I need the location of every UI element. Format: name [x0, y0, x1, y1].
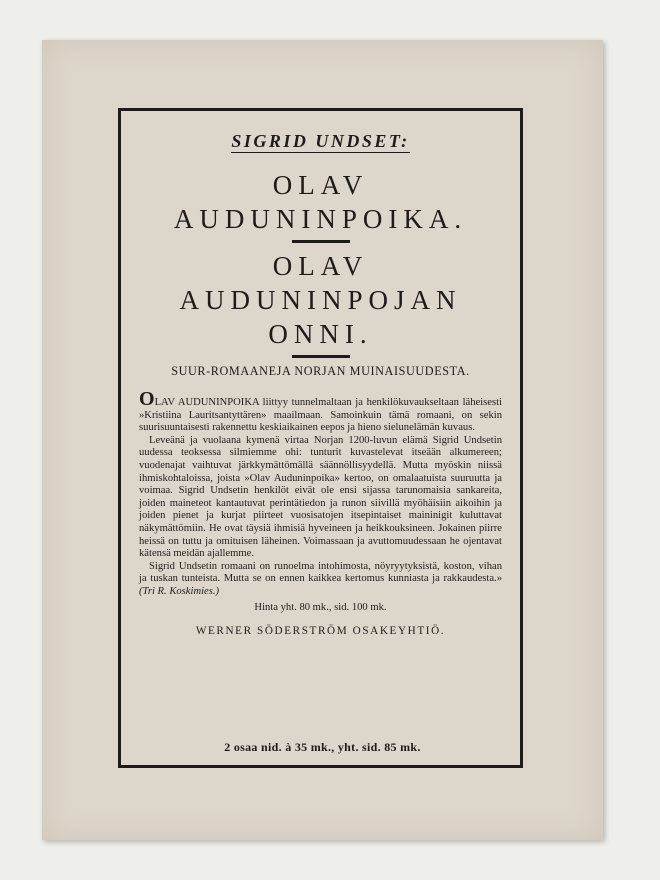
- book-back-cover: [42, 40, 603, 840]
- edition-price-note: 2 osaa nid. à 35 mk., yht. sid. 85 mk.: [224, 740, 421, 754]
- title-2-line-1: OLAV: [272, 251, 369, 281]
- paragraph-1: [139, 388, 502, 435]
- drop-cap: O: [139, 388, 155, 410]
- divider-rule: [292, 240, 350, 243]
- description-body: [139, 388, 502, 599]
- divider-rule: [292, 355, 350, 358]
- author-heading: [139, 131, 502, 152]
- author-name: SIGRID UNDSET:: [231, 131, 410, 151]
- publisher-name: WERNER SÖDERSTRÖM OSAKEYHTIÖ.: [195, 624, 446, 637]
- paragraph-3: [139, 561, 502, 599]
- quote-credit: (Tri R. Koskimies.): [139, 585, 220, 597]
- paragraph-2: Leveänä ja vuolaana kymenä virtaa Norjan 1200-luvun elämä Sigrid Undsetin uudessa teoksessa silmiemme ohi: tunturit kuvastelevat itseään alkumereen; vuodenajat vaihtuvat järkkymättömällä säännöllisyydellä. Mutta myöskin niissä ihmiskohtaloissa, joista »Olav Auduninpoika» kertoo, on omalaatuista suuruutta ja voimaa. Sigrid Undsetin henkilöt eivät ole ensi sijassa tarunomaisia sankareita, joiden maineteot kantautuvat perintätiedon ja runon siivillä myöhäisiin aikoihin ja joiden pienet ja kurjat piirteet vuosisatojen itsepintaiset maininigit kuluttavat näkymättömiin. He ovat täysiä ihmisiä hyveineen ja heikkouksineen. Jokainen piirre heissä on tuttu ja omituisen läheinen. Voimassaan ja avuttomuudessaan he ojentavat kätensä meidän ajallemme.: [139, 434, 502, 560]
- price-line: Hinta yht. 80 mk., sid. 100 mk.: [254, 601, 387, 613]
- paragraph-1-text: LAV AUDUNINPOIKA liittyy tunnelmaltaan ja henkilökuvaukseltaan läheisesti »Kristiina Lauritsantyttären» maailmaan. Samoinkuin tämä romaani, on sekin suurisuuntaisesti rakennettu keskiaikainen eepos ja hieno sielunelämän kuvaus.: [139, 397, 502, 434]
- title-1-line-1: OLAV: [272, 170, 369, 200]
- title-2-line-2: AUDUNINPOJAN: [179, 285, 462, 315]
- title-2-line-3: ONNI.: [268, 319, 373, 349]
- paragraph-3-text: Sigrid Undsetin romaani on runoelma intohimosta, nöyryytyksistä, koston, vihan ja tuskan tunteista. Mutta se on ennen kaikkea kertomus kunniasta ja rakkaudesta.»: [139, 560, 502, 585]
- title-1-line-2: AUDUNINPOIKA.: [173, 204, 468, 234]
- advertisement-frame: [118, 108, 523, 768]
- subtitle: SUUR-ROMAANEJA NORJAN MUINAISUUDESTA.: [171, 364, 470, 378]
